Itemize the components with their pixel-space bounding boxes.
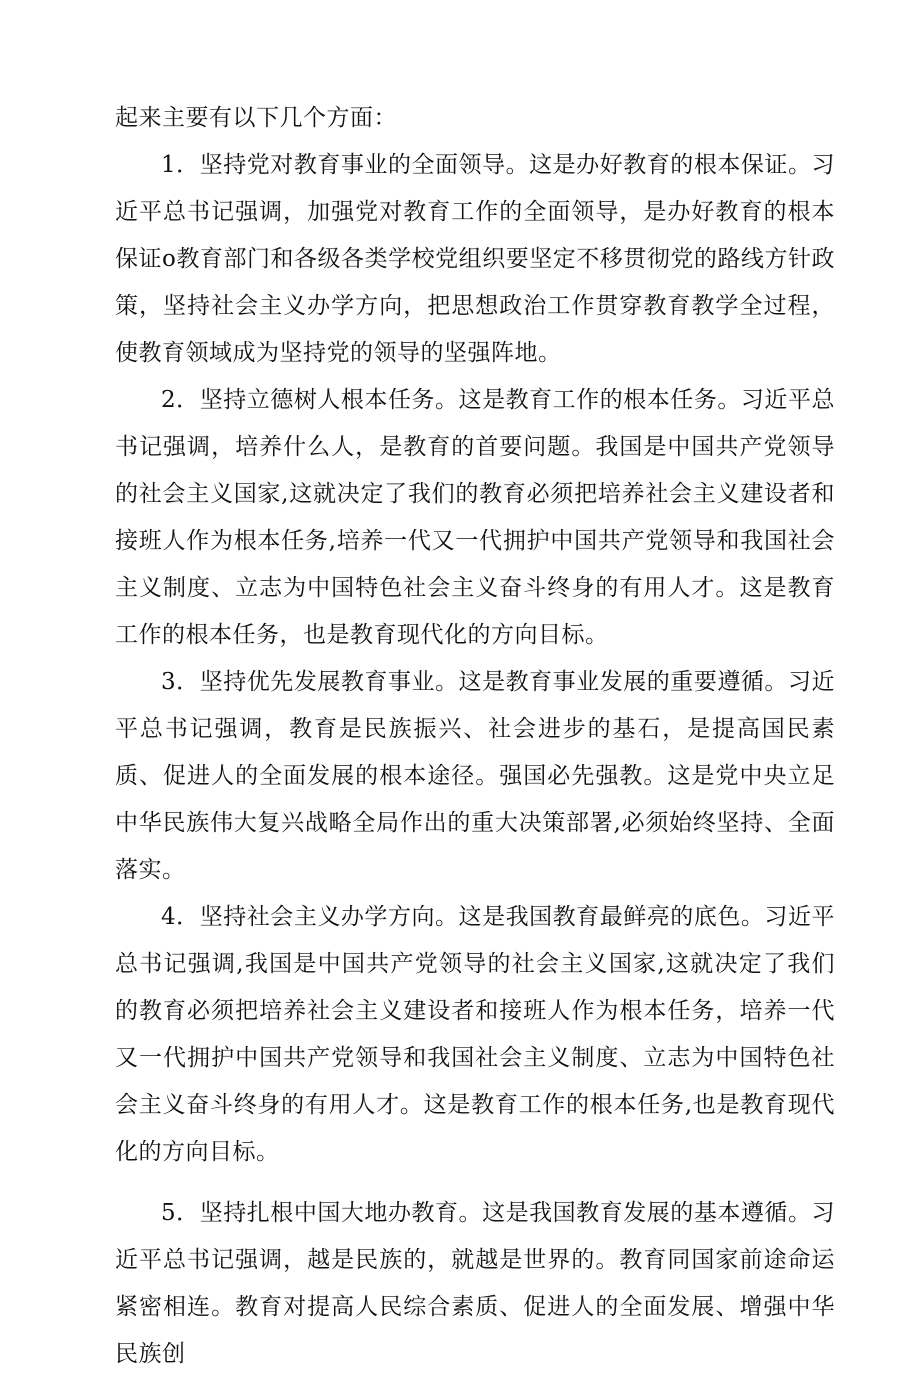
lead-line: 起来主要有以下几个方面： <box>115 105 397 131</box>
paragraph-1: 1．坚持党对教育事业的全面领导。这是办好教育的根本保证。习近平总书记强调，加强党对教育工作的全面领导，是办好教育的根本保证o教育部门和各级各类学校党组织要坚定不移贯彻党的路线方针政策，坚持社会主义办学方向，把思想政治工作贯穿教育教学全过程，使教育领域成为坚持党的领导的坚强阵地。 <box>115 152 835 366</box>
paragraph-4: 4．坚持社会主义办学方向。这是我国教育最鲜亮的底色。习近平总书记强调,我国是中国共产党领导的社会主义国家,这就决定了我们的教育必须把培养社会主义建设者和接班人作为根本任务，培养一代又一代拥护中国共产党领导和我国社会主义制度、立志为中国特色社会主义奋斗终身的有用人才。这是教育工作的根本任务,也是教育现代化的方向目标。 <box>115 904 835 1165</box>
paragraph-3: 3．坚持优先发展教育事业。这是教育事业发展的重要遵循。习近平总书记强调，教育是民族振兴、社会进步的基石，是提高国民素质、促进人的全面发展的根本途径。强国必先强教。这是党中央立足中华民族伟大复兴战略全局作出的重大决策部署,必须始终坚持、全面落实。 <box>115 669 835 883</box>
paragraph-2: 2．坚持立德树人根本任务。这是教育工作的根本任务。习近平总书记强调，培养什么人，是教育的首要问题。我国是中国共产党领导的社会主义国家,这就决定了我们的教育必须把培养社会主义建设者和接班人作为根本任务,培养一代又一代拥护中国共产党领导和我国社会主义制度、立志为中国特色社会主义奋斗终身的有用人才。这是教育工作的根本任务，也是教育现代化的方向目标。 <box>115 387 835 648</box>
document-body <box>115 95 835 1378</box>
paragraph-5: 5．坚持扎根中国大地办教育。这是我国教育发展的基本遵循。习近平总书记强调，越是民族的，就越是世界的。教育同国家前途命运紧密相连。教育对提高人民综合素质、促进人的全面发展、增强中华民族创 <box>115 1200 835 1367</box>
